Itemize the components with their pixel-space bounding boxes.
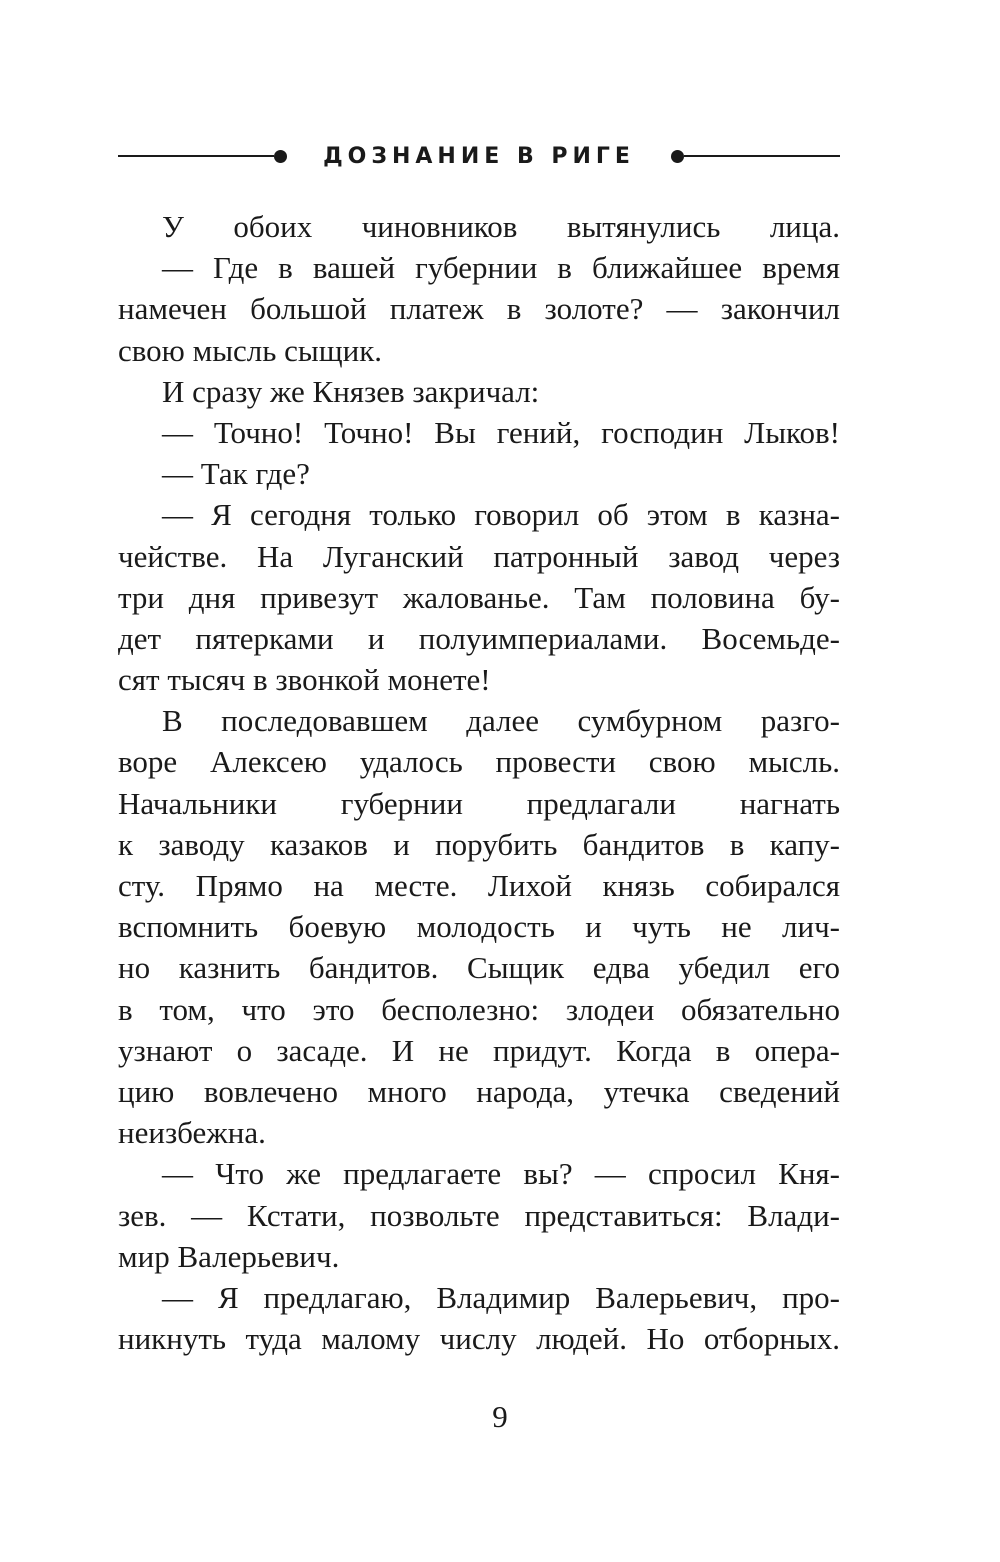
text-line: вспомнить боевую молодость и чуть не лич- xyxy=(118,909,840,945)
running-head-left-rule xyxy=(118,155,274,157)
running-head-left-dot xyxy=(274,150,287,163)
text-line: узнают о засаде. И не придут. Когда в опера- xyxy=(118,1032,840,1068)
text-line: — Что же предлагаете вы? — спросил Кня- xyxy=(162,1156,840,1192)
text-line: зев. — Кстати, позвольте представиться: Влади- xyxy=(118,1197,840,1233)
text-line: воре Алексею удалось провести свою мысль. xyxy=(118,744,840,780)
text-line: цию вовлечено много народа, утечка сведений xyxy=(118,1073,840,1109)
running-head-right-dot xyxy=(671,150,684,163)
text-line: дет пятерками и полуимпериалами. Восемьде- xyxy=(118,620,840,656)
page-number: 9 xyxy=(492,1399,508,1434)
page-body-text xyxy=(118,206,840,1359)
text-line: — Где в вашей губернии в ближайшее время xyxy=(162,250,840,286)
text-line: сят тысяч в звонкой монете! xyxy=(118,662,491,698)
text-line: У обоих чиновников вытянулись лица. xyxy=(162,209,840,244)
running-head-right-rule xyxy=(684,155,840,157)
text-line: намечен большой платеж в золоте? — закончил xyxy=(118,291,840,327)
text-line: — Я предлагаю, Владимир Валерьевич, про- xyxy=(162,1279,840,1315)
text-line: — Точно! Точно! Вы гений, господин Лыков! xyxy=(162,414,840,450)
text-line: В последовавшем далее сумбурном разго- xyxy=(162,703,840,739)
text-line: мир Валерьевич. xyxy=(118,1238,340,1274)
text-line: Начальники губернии предлагали нагнать xyxy=(118,785,840,821)
text-line: сту. Прямо на месте. Лихой князь собирался xyxy=(118,868,840,903)
running-head xyxy=(118,136,840,176)
text-line: И сразу же Князев закричал: xyxy=(162,373,540,409)
text-line: в том, что это бесполезно: злодеи обязательно xyxy=(118,991,840,1027)
text-line: — Так где? xyxy=(162,456,310,492)
text-line: но казнить бандитов. Сыщик едва убедил его xyxy=(118,950,840,986)
text-line: три дня привезут жалованье. Там половина бу- xyxy=(118,579,840,615)
text-line: к заводу казаков и порубить бандитов в капу- xyxy=(118,826,840,862)
text-line: неизбежна. xyxy=(118,1115,266,1151)
running-head-title: ДОЗНАНИЕ В РИГЕ xyxy=(323,143,635,169)
text-line: — Я сегодня только говорил об этом в казна- xyxy=(162,497,840,533)
text-line: никнуть туда малому числу людей. Но отборных. xyxy=(118,1321,840,1357)
text-line: свою мысль сыщик. xyxy=(118,332,383,368)
text-line: чействе. На Луганский патронный завод через xyxy=(118,538,840,574)
